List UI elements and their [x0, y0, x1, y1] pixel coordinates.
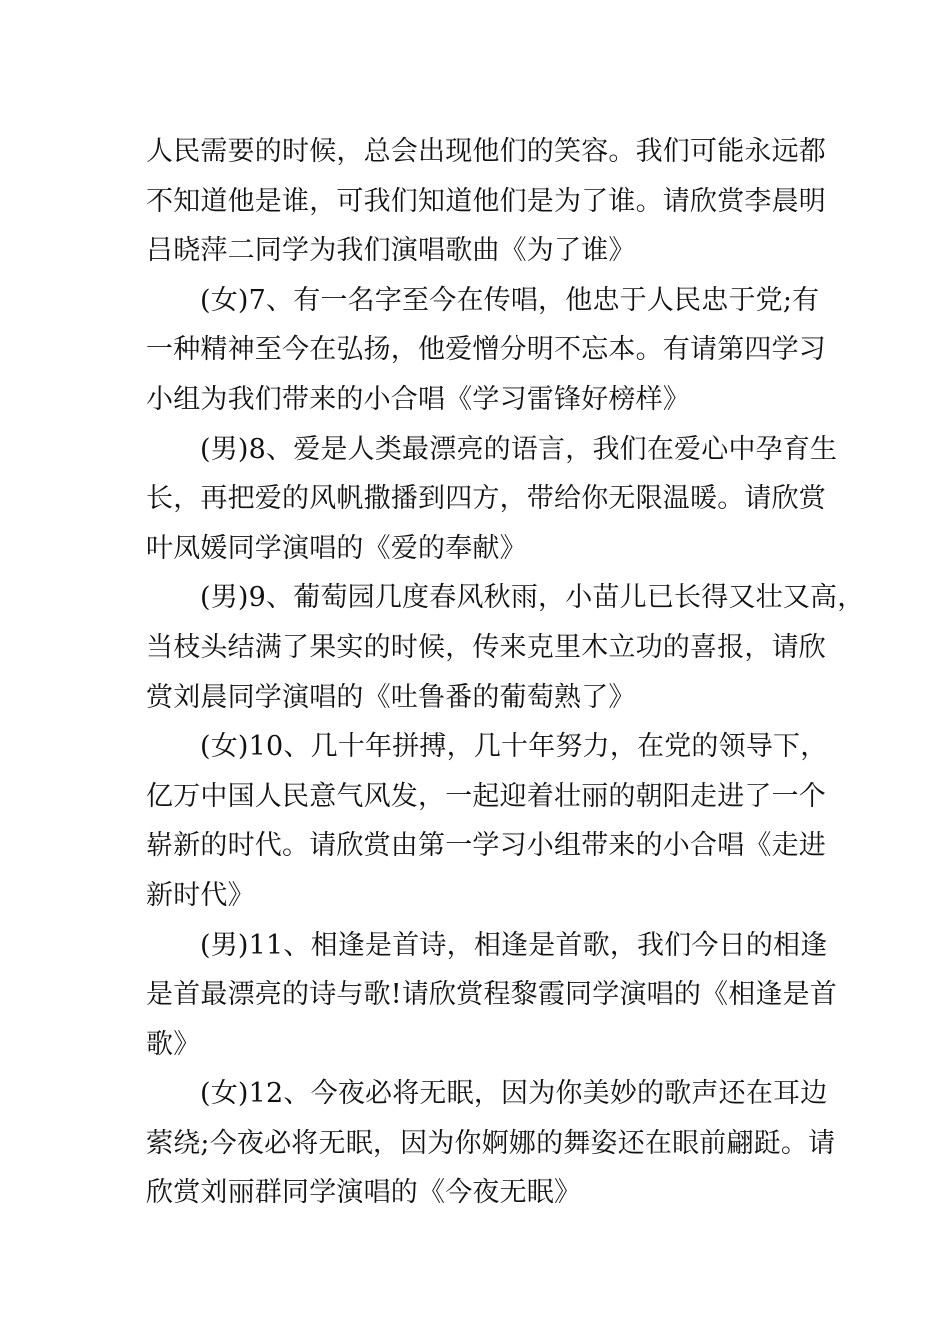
document-body [146, 127, 865, 1218]
text-line: 萦绕;今夜必将无眠，因为你婀娜的舞姿还在眼前翩跹。请 [146, 1127, 836, 1159]
text-line: 崭新的时代。请欣赏由第一学习小组带来的小合唱《走进 [146, 830, 826, 862]
text-line: 人民需要的时候，总会出现他们的笑容。我们可能永远都 [146, 136, 826, 167]
text-line: 歌》 [146, 1028, 201, 1060]
text-line: 不知道他是谁，可我们知道他们是为了谁。请欣赏李晨明 [146, 185, 826, 217]
text-line: 赏刘晨同学演唱的《吐鲁番的葡萄熟了》 [146, 681, 636, 713]
text-line: 长，再把爱的风帆撒播到四方，带给你无限温暖。请欣赏 [146, 483, 826, 515]
text-line: 当枝头结满了果实的时候，传来克里木立功的喜报，请欣 [146, 631, 826, 663]
text-line: 吕晓萍二同学为我们演唱歌曲《为了谁》 [146, 235, 636, 267]
text-line: 叶凤媛同学演唱的《爱的奉献》 [146, 532, 527, 564]
text-line: 欣赏刘丽群同学演唱的《今夜无眠》 [146, 1177, 582, 1209]
paragraph-start-line: (女)12、今夜必将无眠，因为你美妙的歌声还在耳边 [200, 1078, 828, 1110]
text-line: 亿万中国人民意气风发，一起迎着壮丽的朝阳走进了一个 [146, 780, 826, 812]
paragraph-start-line: (男)11、相逢是首诗，相逢是首歌，我们今日的相逢 [200, 929, 828, 961]
text-line: 一种精神至今在弘扬，他爱憎分明不忘本。有请第四学习 [146, 334, 826, 366]
paragraph-start-line: (男)9、葡萄园几度春风秋雨，小苗儿已长得又壮又高， [200, 582, 865, 614]
text-line: 新时代》 [146, 879, 255, 911]
text-line: 小组为我们带来的小合唱《学习雷锋好榜样》 [146, 383, 690, 415]
paragraph-start-line: (男)8、爱是人类最漂亮的语言，我们在爱心中孕育生 [200, 433, 838, 465]
paragraph-start-line: (女)10、几十年拼搏，几十年努力，在党的领导下， [200, 731, 828, 763]
text-line: 是首最漂亮的诗与歌!请欣赏程黎霞同学演唱的《相逢是首 [146, 979, 838, 1011]
paragraph-start-line: (女)7、有一名字至今在传唱，他忠于人民忠于党;有 [200, 284, 820, 316]
